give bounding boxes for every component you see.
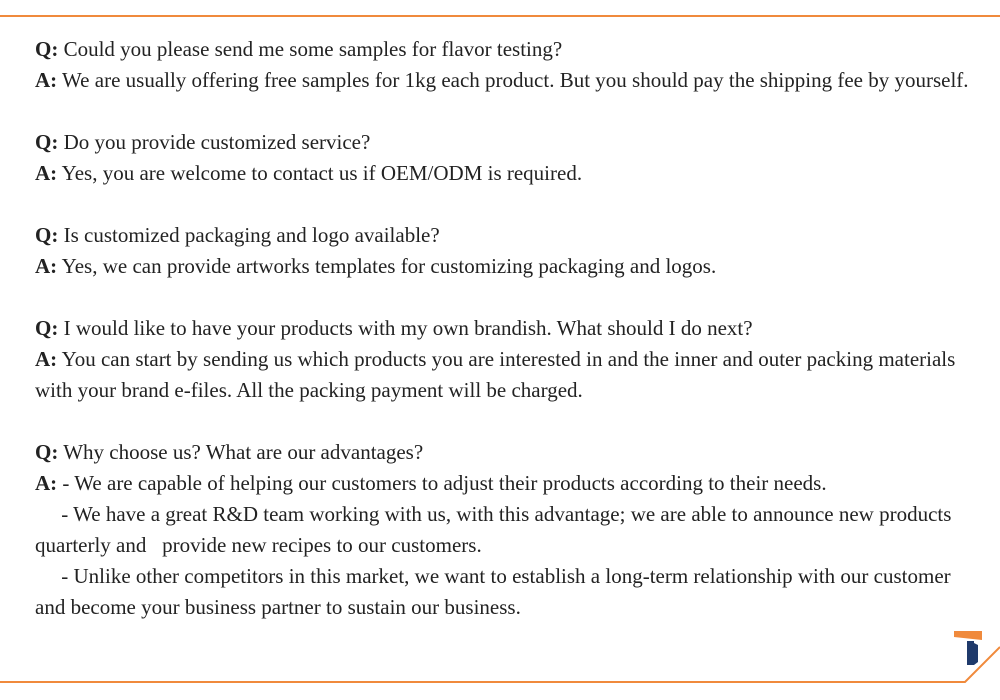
answer-text: We are usually offering free samples for 1kg each product. But you should pay the shipping fee by yourself. [62,68,969,92]
faq-answer [35,344,970,406]
answer-prefix: A: [35,471,58,495]
question-text: Is customized packaging and logo available? [63,223,440,247]
answer-prefix: A: [35,68,58,92]
faq-item [35,437,970,623]
answer-text: Yes, we can provide artworks templates for customizing packaging and logos. [61,254,717,278]
faq-question [35,220,970,251]
faq-question [35,127,970,158]
question-text: Why choose us? What are our advantages? [63,440,424,464]
answer-text: Yes, you are welcome to contact us if OEM/ODM is required. [61,161,583,185]
answer-prefix: A: [35,254,58,278]
faq-answer [35,251,970,282]
faq-item [35,220,970,282]
question-prefix: Q: [35,316,59,340]
faq-answer [35,468,970,499]
faq-question [35,437,970,468]
faq-question [35,34,970,65]
faq-item [35,34,970,96]
question-prefix: Q: [35,130,59,154]
faq-answer [35,158,970,189]
faq-item [35,313,970,406]
answer-text: You can start by sending us which products you are interested in and the inner and outer packing materials with your brand e-files. All the packing payment will be charged. [35,347,961,402]
faq-list [35,34,970,654]
faq-answer [35,65,970,96]
question-prefix: Q: [35,440,59,464]
answer-text: - We are capable of helping our customers to adjust their products according to their needs. [62,471,827,495]
answer-prefix: A: [35,347,58,371]
faq-item [35,127,970,189]
question-prefix: Q: [35,223,59,247]
question-text: Could you please send me some samples for flavor testing? [63,37,563,61]
answer-prefix: A: [35,161,58,185]
question-text: Do you provide customized service? [63,130,371,154]
answer-bullet: - We have a great R&D team working with us, with this advantage; we are able to announce new products quarterly and provide new recipes to our customers. [35,502,957,557]
question-prefix: Q: [35,37,59,61]
answer-bullet: - Unlike other competitors in this market, we want to establish a long-term relationship with our customer and become your business partner to sustain our business. [35,564,956,619]
faq-question [35,313,970,344]
question-text: I would like to have your products with my own brandish. What should I do next? [63,316,753,340]
